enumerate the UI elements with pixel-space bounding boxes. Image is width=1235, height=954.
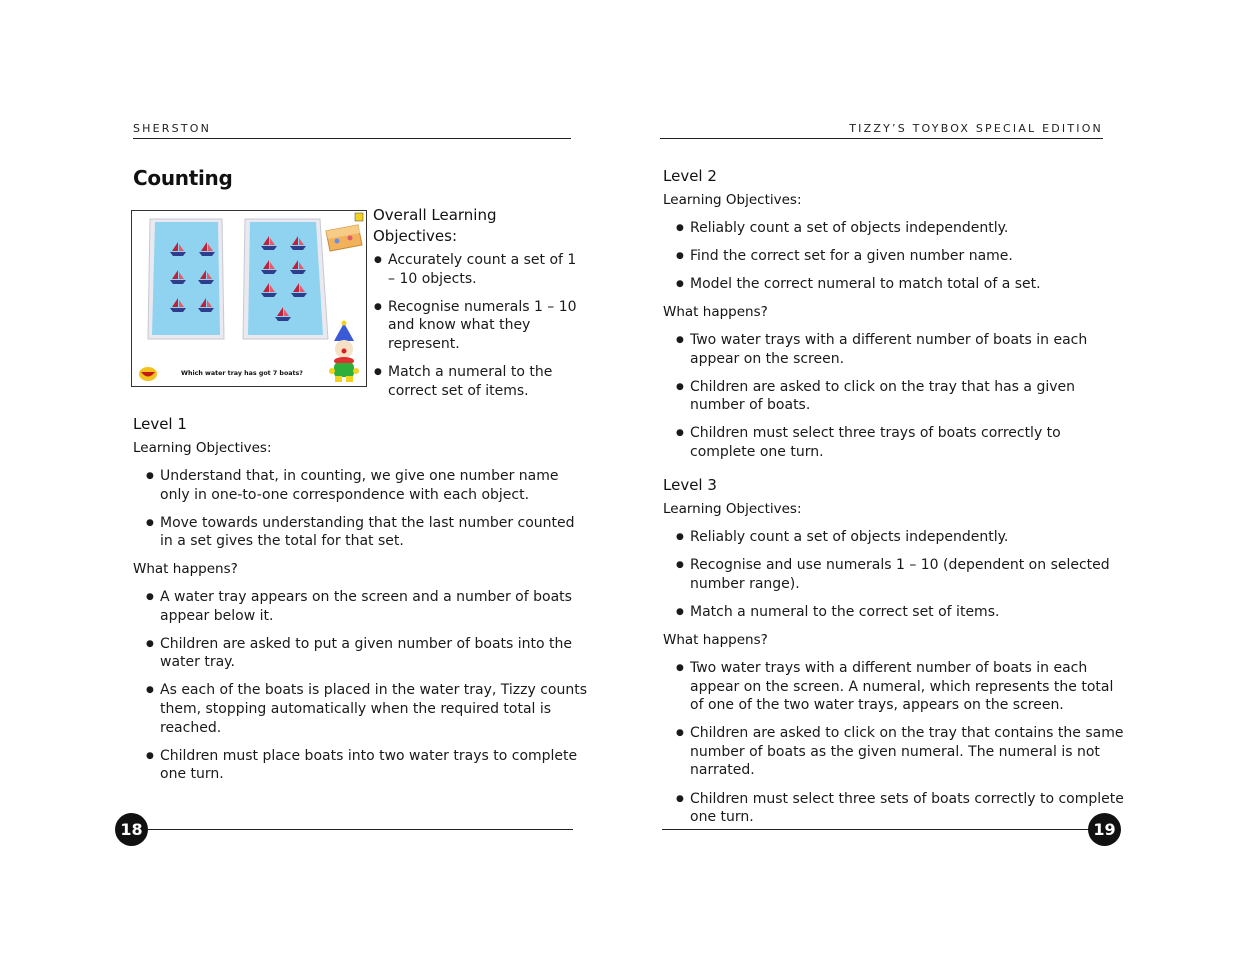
list-item: ● Reliably count a set of objects independently. [676,219,1124,238]
footer-rule-right [662,829,1089,830]
toybox-icon [326,225,362,251]
list-item: ● Two water trays with a different number of boats in each appear on the screen. A numeral, which represents the total of one of the two water trays, appears on the screen. [676,659,1124,715]
mouth-icon [139,367,157,381]
level2-objectives-label: Learning Objectives: [663,192,802,208]
list-item: ● Find the correct set for a given number name. [676,247,1124,266]
list-item: ● Recognise numerals 1 – 10 and know what they represent. [374,298,580,354]
level1-happens-list [146,588,590,793]
list-item: ● Match a numeral to the correct set of items. [374,363,580,400]
level3-objectives-label: Learning Objectives: [663,501,802,517]
list-item: ● Match a numeral to the correct set of items. [676,603,1124,622]
activity-screenshot [131,210,367,387]
list-item: ● Move towards understanding that the last number counted in a set gives the total for that set. [146,514,590,551]
list-item: ● Children must place boats into two water trays to complete one turn. [146,747,590,784]
overall-objectives-list [374,251,580,410]
level1-objectives-list [146,467,590,560]
clown-icon [329,321,359,383]
overall-heading [373,205,497,247]
list-item: ● Accurately count a set of 1 – 10 objects. [374,251,580,288]
level3-objectives-list [676,528,1124,631]
level1-objectives-label: Learning Objectives: [133,440,272,456]
list-item: ● Model the correct numeral to match total of a set. [676,275,1124,294]
list-item: ● Recognise and use numerals 1 – 10 (dependent on selected number range). [676,556,1124,593]
list-item: ● Reliably count a set of objects independently. [676,528,1124,547]
list-item: ● Two water trays with a different number of boats in each appear on the screen. [676,331,1124,368]
header-rule-left [133,138,571,139]
activity-prompt: Which water tray has got 7 boats? [181,370,303,377]
list-item: ● Understand that, in counting, we give one number name only in one-to-one correspondence with each object. [146,467,590,504]
corner-badge-icon [355,213,363,221]
header-rule-right [660,138,1103,139]
level1-heading: Level 1 [133,415,187,433]
level3-heading: Level 3 [663,476,717,494]
list-item: ● Children are asked to click on the tray that has a given number of boats. [676,378,1124,415]
level2-happens-label: What happens? [663,304,768,320]
list-item: ● Children are asked to click on the tray that contains the same number of boats as the given numeral. The numeral is not narrated. [676,724,1124,780]
running-head-right: TIZZY’S TOYBOX SPECIAL EDITION [849,122,1103,135]
level3-happens-label: What happens? [663,632,768,648]
page-title: Counting [133,166,233,190]
running-head-left: SHERSTON [133,122,212,135]
list-item: ● Children are asked to put a given number of boats into the water tray. [146,635,590,672]
level2-heading: Level 2 [663,167,717,185]
list-item: ● A water tray appears on the screen and a number of boats appear below it. [146,588,590,625]
overall-heading-line2: Objectives: [373,227,457,245]
list-item: ● Children must select three trays of boats correctly to complete one turn. [676,424,1124,461]
page-number-right: 19 [1088,813,1121,846]
list-item: ● Children must select three sets of boats correctly to complete one turn. [676,790,1124,827]
list-item: ● As each of the boats is placed in the water tray, Tizzy counts them, stopping automatically when the required total is reached. [146,681,590,737]
overall-heading-line1: Overall Learning [373,206,497,224]
level2-happens-list [676,331,1124,471]
level2-objectives-list [676,219,1124,303]
footer-rule-left [148,829,573,830]
activity-screenshot-art [132,211,366,386]
level1-happens-label: What happens? [133,561,238,577]
water-tray-a [148,219,224,339]
level3-happens-list [676,659,1124,836]
page-number-left: 18 [115,813,148,846]
